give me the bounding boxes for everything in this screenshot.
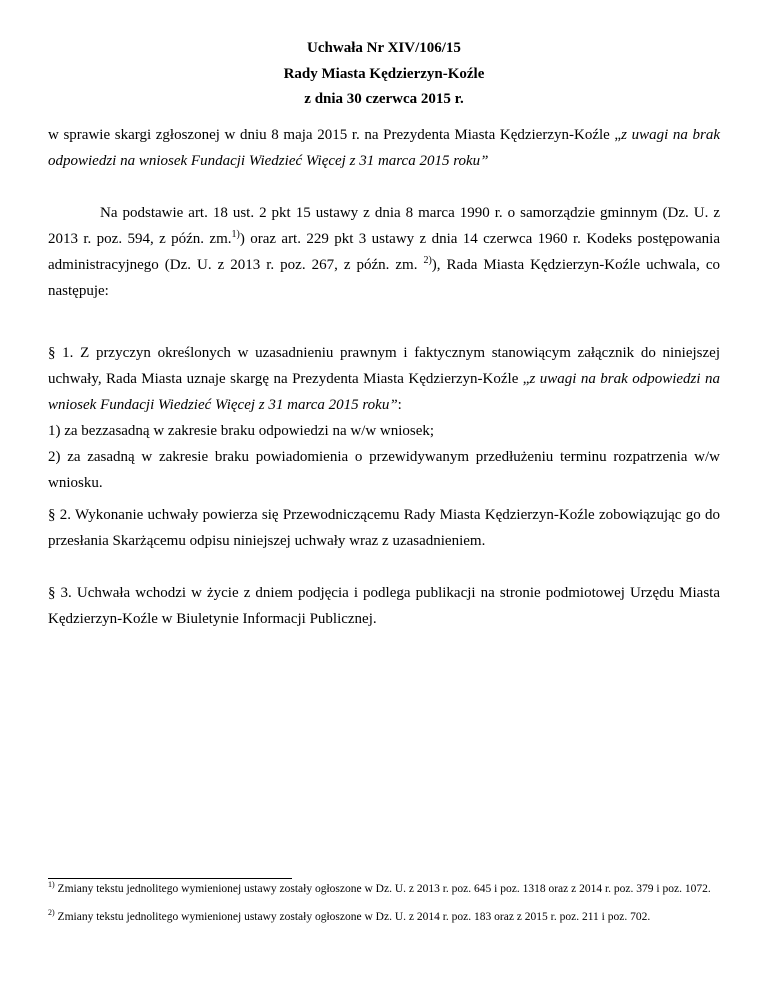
footnote-1-text: Zmiany tekstu jednolitego wymienionej ustawy zostały ogłoszone w Dz. U. z 2013 r. poz. 645 i poz. 1318 oraz z 2014 r. poz. 379 i poz. 1072. xyxy=(54,883,711,895)
section-1-paragraph xyxy=(48,340,720,418)
subject-paragraph xyxy=(48,122,720,174)
preamble-text-3: ), Rada Miasta Kędzierzyn-Koźle uchwala, co następuje: xyxy=(48,257,720,299)
footnote-2-mark: 2) xyxy=(48,908,55,918)
subject-italic-text: z uwagi na brak odpowiedzi na wniosek Fundacji Wiedzieć Więcej z 31 marca 2015 roku” xyxy=(48,127,721,169)
footnote-ref-2[interactable]: 2) xyxy=(423,255,432,266)
preamble-text-2: ) oraz art. 229 pkt 3 ustawy z dnia 14 czerwca 1960 r. Kodeks postępowania administracyjnego (Dz. U. z 2013 r. poz. 267, z późn. zm. xyxy=(48,231,720,273)
section-1-point-2: 2) za zasadną w zakresie braku powiadomienia o przewidywanym przedłużeniu terminu rozpatrzenia w/w wniosku. xyxy=(48,449,720,491)
footnote-ref-1[interactable]: 1) xyxy=(231,229,240,240)
footnote-separator xyxy=(48,878,292,879)
footnote-2-text: Zmiany tekstu jednolitego wymienionej ustawy zostały ogłoszone w Dz. U. z 2014 r. poz. 183 oraz z 2015 r. poz. 211 i poz. 702. xyxy=(54,911,651,923)
footnote-2 xyxy=(48,910,728,924)
subject-text: w sprawie skargi zgłoszonej w dniu 8 maja 2015 r. na Prezydenta Miasta Kędzierzyn-Koźle „ xyxy=(48,127,622,143)
resolution-date: z dnia 30 czerwca 2015 r. xyxy=(304,91,464,107)
section-2-paragraph: § 2. Wykonanie uchwały powierza się Przewodniczącemu Rady Miasta Kędzierzyn-Koźle zobowiązując go do przesłania Skarżącemu odpisu niniejszej uchwały wraz z uzasadnieniem. xyxy=(48,507,720,549)
footnote-1-mark: 1) xyxy=(48,880,55,890)
footnote-1 xyxy=(48,882,728,896)
resolution-number: Uchwała Nr XIV/106/15 xyxy=(307,40,461,56)
preamble-paragraph xyxy=(48,200,720,304)
preamble-text-1: Na podstawie art. 18 ust. 2 pkt 15 ustawy z dnia 8 marca 1990 r. o samorządzie gminnym (Dz. U. z 2013 r. poz. 594, z późn. zm. xyxy=(48,205,720,247)
section-1-point-1: 1) za bezzasadną w zakresie braku odpowiedzi na w/w wniosek; xyxy=(48,423,435,439)
section-1-colon: : xyxy=(397,397,402,413)
council-name: Rady Miasta Kędzierzyn-Koźle xyxy=(283,66,485,82)
section-3-paragraph: § 3. Uchwała wchodzi w życie z dniem podjęcia i podlega publikacji na stronie podmiotowej Urzędu Miasta Kędzierzyn-Koźle w Biuletynie Informacji Publicznej. xyxy=(48,585,720,627)
section-1-italic-text: z uwagi na brak odpowiedzi na wniosek Fundacji Wiedzieć Więcej z 31 marca 2015 roku” xyxy=(48,371,721,413)
section-1-text: § 1. Z przyczyn określonych w uzasadnieniu prawnym i faktycznym stanowiącym załącznik do niniejszej uchwały, Rada Miasta uznaje skargę na Prezydenta Miasta Kędzierzyn-Koźle „ xyxy=(48,345,720,387)
